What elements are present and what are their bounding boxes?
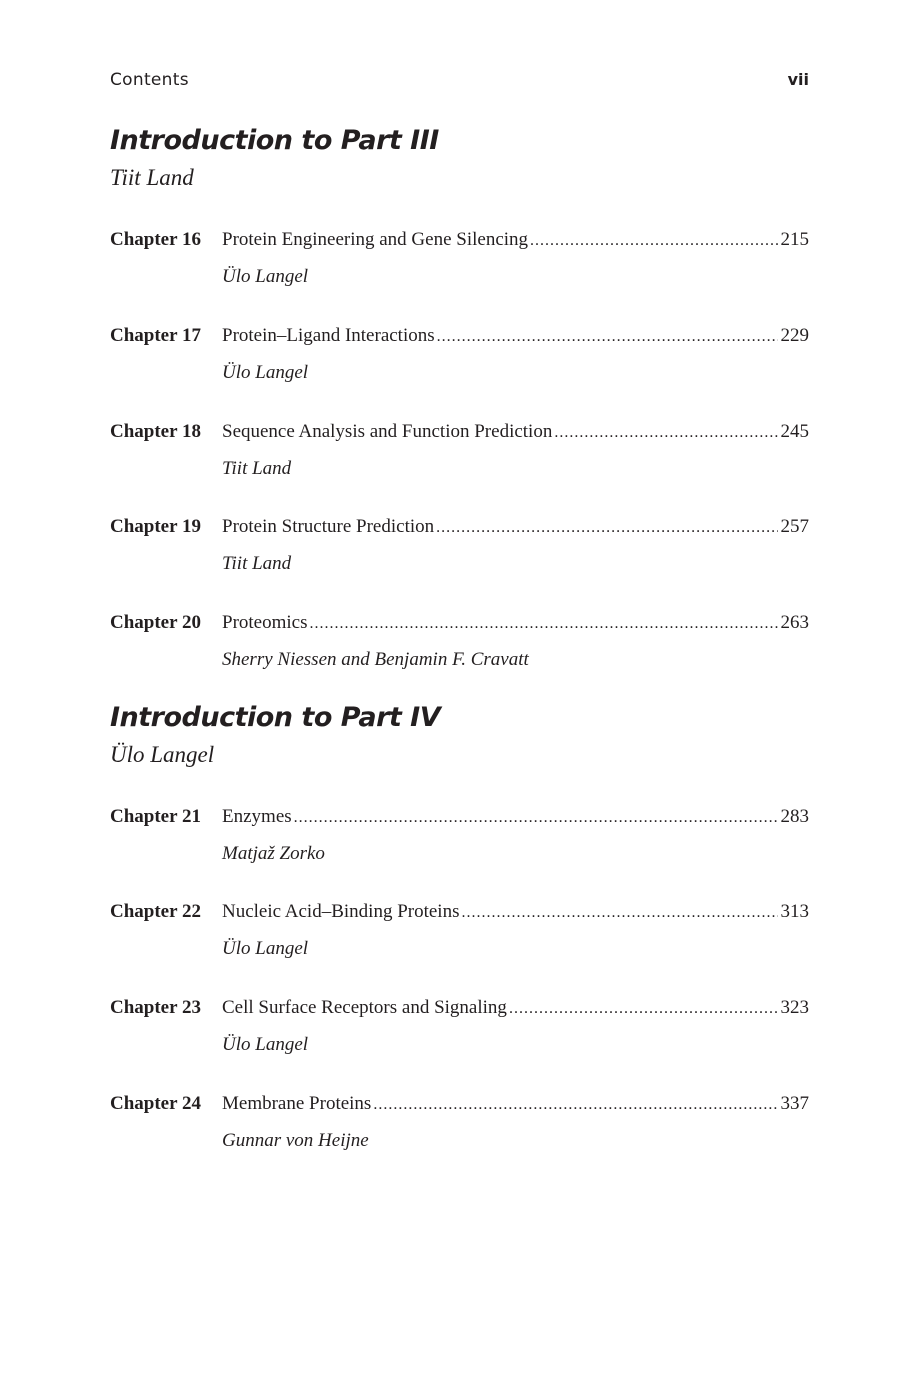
chapter-label: Chapter 22: [110, 901, 201, 922]
toc-entry-chapter-20[interactable]: [110, 612, 809, 682]
chapter-author: Ülo Langel: [222, 362, 309, 383]
dot-leader: [373, 1096, 777, 1114]
chapter-title[interactable]: Protein Structure Prediction: [222, 516, 435, 537]
chapter-author: Ülo Langel: [222, 266, 309, 287]
toc-entry-chapter-23[interactable]: [110, 997, 809, 1067]
chapter-title[interactable]: Sequence Analysis and Function Prediction: [222, 421, 553, 442]
chapter-title[interactable]: Protein Engineering and Gene Silencing: [222, 229, 529, 250]
chapter-label: Chapter 24: [110, 1093, 201, 1114]
chapter-line: [222, 901, 809, 923]
chapter-author: Tiit Land: [222, 553, 292, 574]
chapter-page[interactable]: 229: [780, 325, 809, 346]
running-title: Contents: [110, 70, 189, 90]
dot-leader: [310, 615, 778, 633]
chapter-line: [222, 1093, 809, 1115]
chapter-author: Sherry Niessen and Benjamin F. Cravatt: [222, 649, 529, 670]
toc-entry-chapter-22[interactable]: [110, 901, 809, 971]
chapter-label: Chapter 19: [110, 516, 201, 537]
part-title: Introduction to Part IV: [110, 702, 441, 733]
chapter-label: Chapter 21: [110, 806, 201, 827]
chapter-title[interactable]: Membrane Proteins: [222, 1093, 372, 1114]
chapter-line: [222, 421, 809, 443]
dot-leader: [436, 519, 777, 537]
chapter-line: [222, 806, 809, 828]
part-author: Tiit Land: [110, 165, 194, 190]
running-head: [110, 70, 809, 94]
chapter-author: Ülo Langel: [222, 1034, 309, 1055]
dot-leader: [294, 809, 778, 827]
chapter-page[interactable]: 337: [780, 1093, 809, 1114]
chapter-author: Matjaž Zorko: [222, 843, 325, 864]
dot-leader: [461, 904, 777, 922]
chapter-page[interactable]: 215: [780, 229, 809, 250]
chapter-line: [222, 997, 809, 1019]
chapter-label: Chapter 23: [110, 997, 201, 1018]
toc-entry-chapter-16[interactable]: [110, 229, 809, 299]
chapter-author: Ülo Langel: [222, 938, 309, 959]
dot-leader: [509, 1000, 778, 1018]
chapter-label: Chapter 16: [110, 229, 201, 250]
chapter-page[interactable]: 245: [780, 421, 809, 442]
chapter-page[interactable]: 257: [780, 516, 809, 537]
chapter-line: [222, 325, 809, 347]
chapter-label: Chapter 18: [110, 421, 201, 442]
chapter-page[interactable]: 283: [780, 806, 809, 827]
toc-entry-chapter-24[interactable]: [110, 1093, 809, 1163]
part-title: Introduction to Part III: [110, 125, 439, 156]
chapter-title[interactable]: Protein–Ligand Interactions: [222, 325, 435, 346]
chapter-line: [222, 612, 809, 634]
chapter-title[interactable]: Enzymes: [222, 806, 292, 827]
chapter-label: Chapter 20: [110, 612, 201, 633]
chapter-title[interactable]: Nucleic Acid–Binding Proteins: [222, 901, 460, 922]
toc-entry-chapter-17[interactable]: [110, 325, 809, 395]
dot-leader: [554, 424, 777, 442]
chapter-author: Gunnar von Heijne: [222, 1130, 369, 1151]
dot-leader: [530, 232, 777, 250]
part-author: Ülo Langel: [110, 742, 215, 767]
chapter-page[interactable]: 323: [780, 997, 809, 1018]
chapter-page[interactable]: 263: [780, 612, 809, 633]
toc-entry-chapter-21[interactable]: [110, 806, 809, 876]
chapter-author: Tiit Land: [222, 458, 292, 479]
chapter-title[interactable]: Proteomics: [222, 612, 308, 633]
chapter-page[interactable]: 313: [780, 901, 809, 922]
page-number: vii: [787, 70, 809, 89]
toc-entry-chapter-19[interactable]: [110, 516, 809, 586]
chapter-title[interactable]: Cell Surface Receptors and Signaling: [222, 997, 507, 1018]
chapter-line: [222, 516, 809, 538]
dot-leader: [437, 328, 778, 346]
chapter-label: Chapter 17: [110, 325, 201, 346]
toc-entry-chapter-18[interactable]: [110, 421, 809, 491]
chapter-line: [222, 229, 809, 251]
